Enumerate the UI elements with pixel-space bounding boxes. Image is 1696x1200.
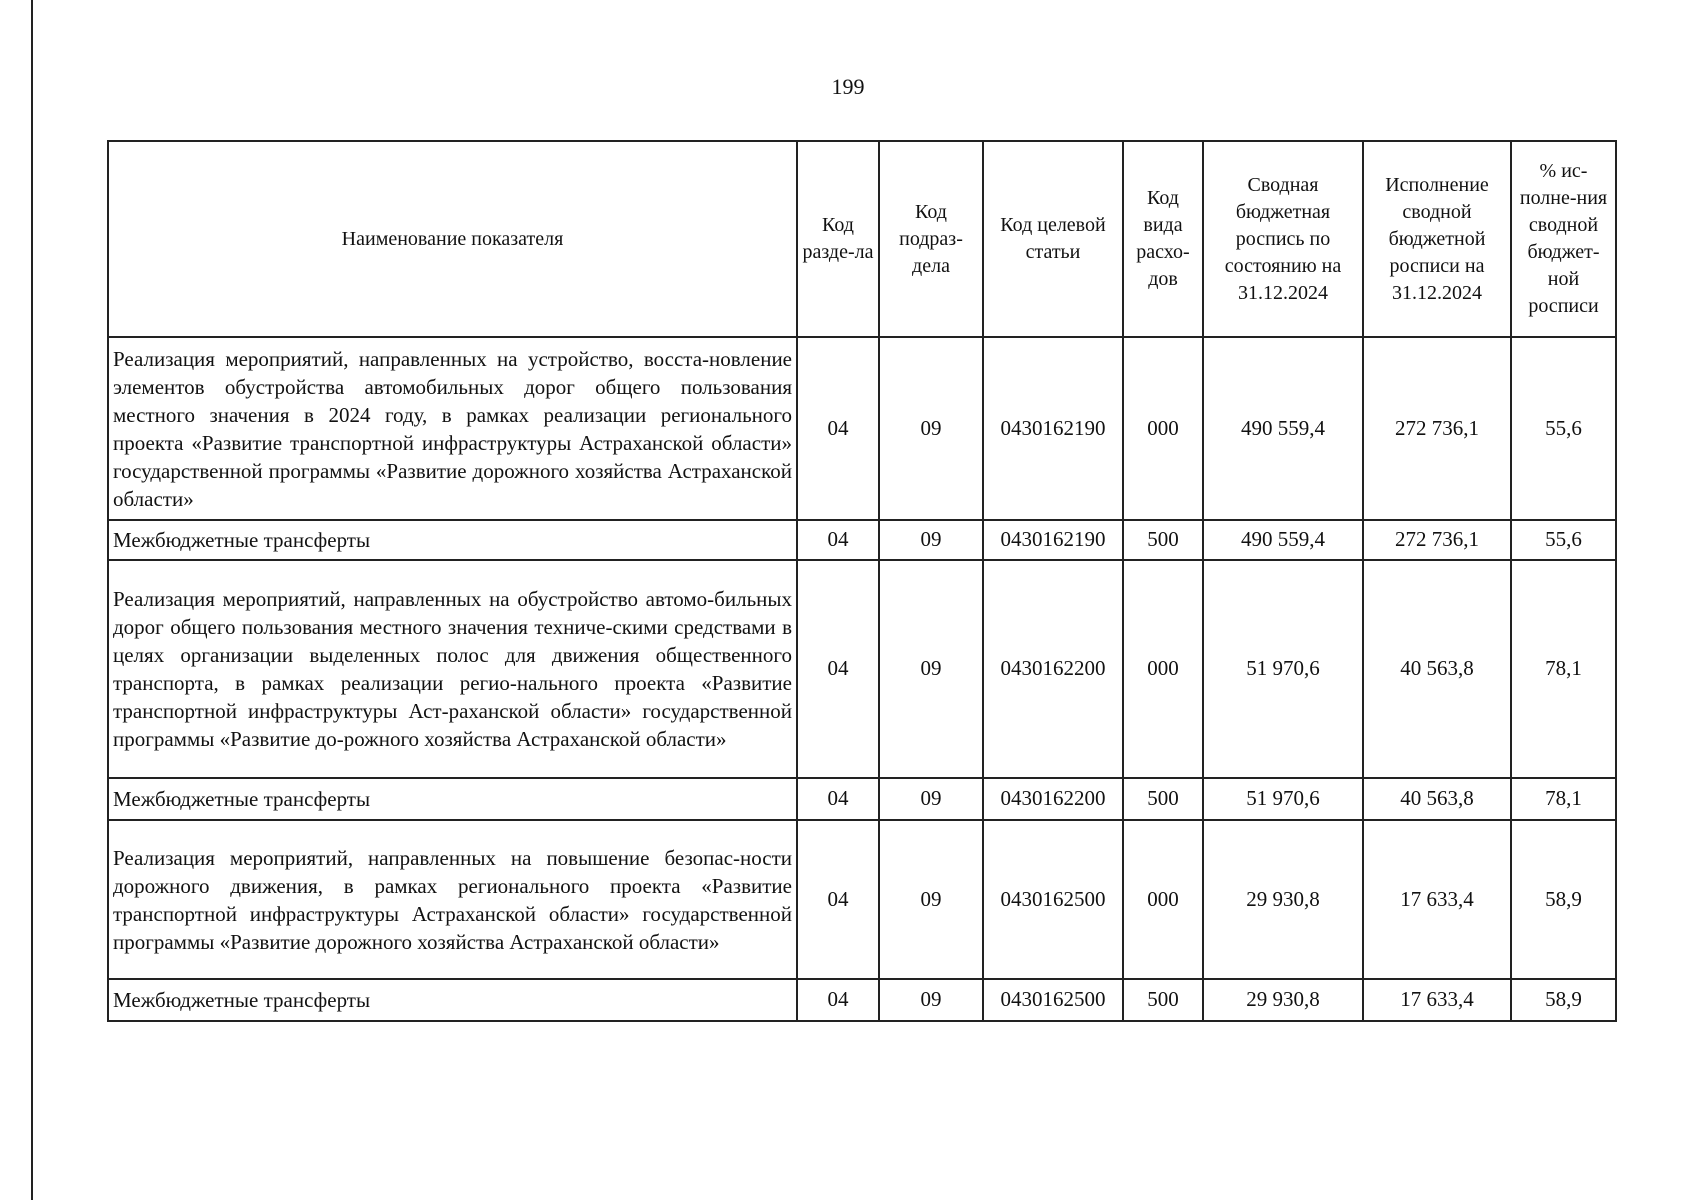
row-target: 0430162190: [983, 337, 1123, 520]
table-header-row: [108, 141, 1616, 337]
row-expense-type: 000: [1123, 337, 1203, 520]
header-name: Наименование показателя: [108, 141, 797, 337]
row-target: 0430162200: [983, 560, 1123, 778]
row-target: 0430162500: [983, 979, 1123, 1021]
page-number: 199: [831, 74, 865, 99]
header-execution: Исполнение сводной бюджетной росписи на 31.12.2024: [1363, 141, 1511, 337]
row-budget: 51 970,6: [1203, 778, 1363, 820]
table-row: [108, 520, 1616, 560]
header-expense-type-code: Код вида расхо-дов: [1123, 141, 1203, 337]
table-row: [108, 820, 1616, 979]
header-percent: % ис-полне-ния сводной бюджет-ной росписи: [1511, 141, 1616, 337]
row-percent: 78,1: [1511, 560, 1616, 778]
table-row: [108, 560, 1616, 778]
row-name: Реализация мероприятий, направленных на обустройство автомо-бильных дорог общего пользования местного значения техниче-скими средствами в целях организации выделенных полос для движения общественного транспорта, в рамках реализации регио-нального проекта «Развитие транспортной инфраструктуры Аст-раханской области» государственной программы «Развитие до-рожного хозяйства Астраханской области»: [108, 560, 797, 778]
table-row: [108, 979, 1616, 1021]
row-subsection: 09: [879, 979, 983, 1021]
row-percent: 78,1: [1511, 778, 1616, 820]
row-budget: 29 930,8: [1203, 979, 1363, 1021]
row-budget: 29 930,8: [1203, 820, 1363, 979]
row-execution: 272 736,1: [1363, 520, 1511, 560]
row-subsection: 09: [879, 820, 983, 979]
row-section: 04: [797, 778, 879, 820]
row-expense-type: 500: [1123, 520, 1203, 560]
row-section: 04: [797, 337, 879, 520]
row-budget: 490 559,4: [1203, 520, 1363, 560]
row-name: Реализация мероприятий, направленных на устройство, восста-новление элементов обустройства автомобильных дорог общего пользования местного значения в 2024 году, в рамках реализации регионального проекта «Развитие транспортной инфраструктуры Астраханской области» государственной программы «Развитие дорожного хозяйства Астраханской области»: [108, 337, 797, 520]
row-execution: 17 633,4: [1363, 820, 1511, 979]
row-target: 0430162200: [983, 778, 1123, 820]
row-section: 04: [797, 520, 879, 560]
table-row: [108, 337, 1616, 520]
row-percent: 58,9: [1511, 979, 1616, 1021]
row-percent: 58,9: [1511, 820, 1616, 979]
table-row: [108, 778, 1616, 820]
row-name: Межбюджетные трансферты: [108, 979, 797, 1021]
row-percent: 55,6: [1511, 337, 1616, 520]
row-subsection: 09: [879, 778, 983, 820]
row-percent: 55,6: [1511, 520, 1616, 560]
row-budget: 490 559,4: [1203, 337, 1363, 520]
row-execution: 40 563,8: [1363, 560, 1511, 778]
budget-execution-table: [107, 140, 1617, 1022]
row-expense-type: 000: [1123, 560, 1203, 778]
row-target: 0430162500: [983, 820, 1123, 979]
row-section: 04: [797, 560, 879, 778]
header-target-code: Код целевой статьи: [983, 141, 1123, 337]
row-section: 04: [797, 979, 879, 1021]
row-expense-type: 000: [1123, 820, 1203, 979]
row-execution: 40 563,8: [1363, 778, 1511, 820]
row-subsection: 09: [879, 560, 983, 778]
row-subsection: 09: [879, 337, 983, 520]
row-name: Реализация мероприятий, направленных на повышение безопас-ности дорожного движения, в рамках регионального проекта «Развитие транспортной инфраструктуры Астраханской области» государственной программы «Развитие дорожного хозяйства Астраханской области»: [108, 820, 797, 979]
row-expense-type: 500: [1123, 778, 1203, 820]
page-margin-line: [31, 0, 33, 1200]
row-subsection: 09: [879, 520, 983, 560]
header-subsection-code: Код подраз-дела: [879, 141, 983, 337]
row-budget: 51 970,6: [1203, 560, 1363, 778]
header-section-code: Код разде-ла: [797, 141, 879, 337]
row-name: Межбюджетные трансферты: [108, 778, 797, 820]
header-budget: Сводная бюджетная роспись по состоянию на 31.12.2024: [1203, 141, 1363, 337]
row-name: Межбюджетные трансферты: [108, 520, 797, 560]
row-execution: 272 736,1: [1363, 337, 1511, 520]
row-target: 0430162190: [983, 520, 1123, 560]
row-expense-type: 500: [1123, 979, 1203, 1021]
row-execution: 17 633,4: [1363, 979, 1511, 1021]
row-section: 04: [797, 820, 879, 979]
